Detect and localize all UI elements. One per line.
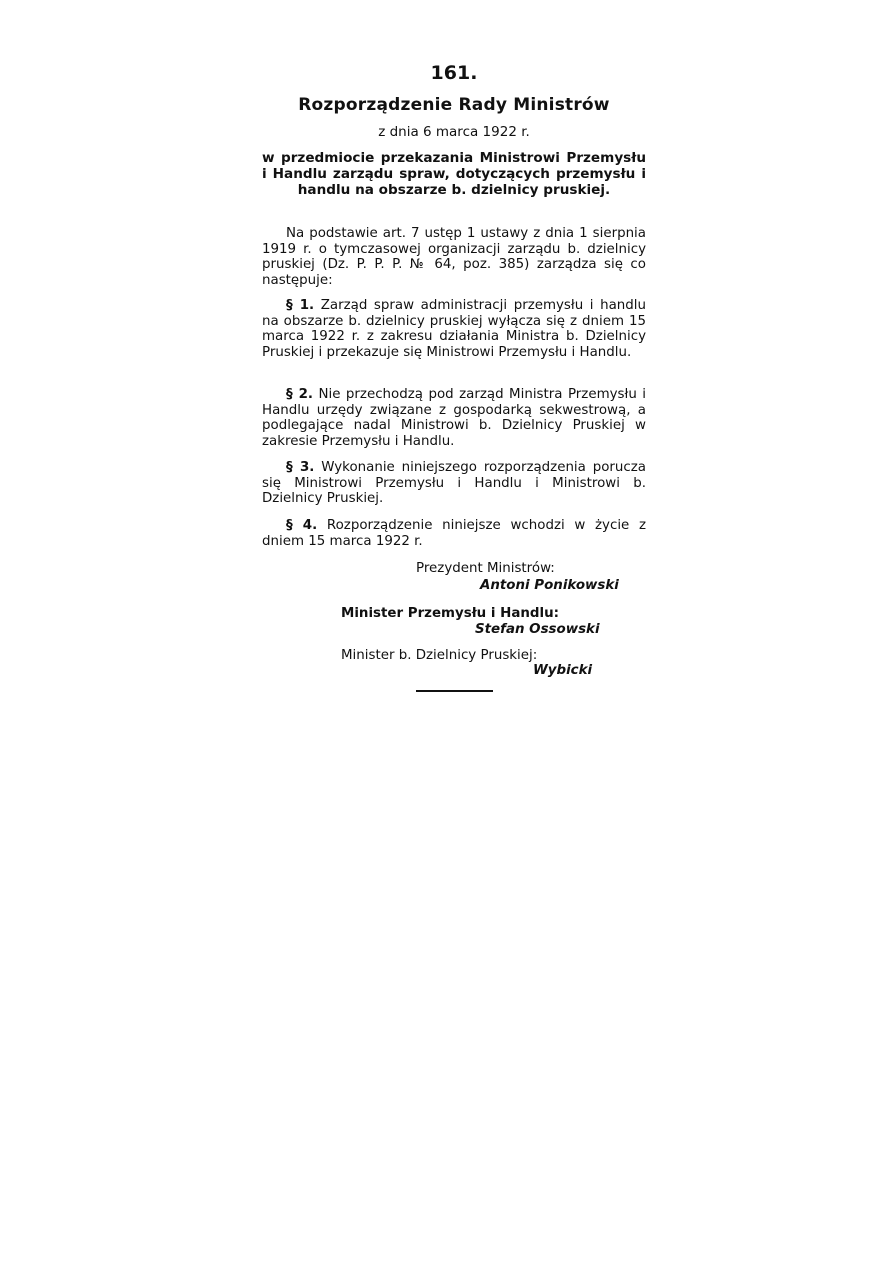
signature-role: Prezydent Ministrów: bbox=[416, 561, 555, 576]
signature-name bbox=[475, 622, 600, 637]
act-number: 161. bbox=[430, 62, 478, 84]
section-text: Nie przechodzą pod zarząd Ministra Przemysłu i Handlu urzędy związane z gospodarką sekwestrową, a podlegające nadal Ministrowi b. Dzielnicy Pruskiej w zakresie Przemysłu i Handlu. bbox=[262, 387, 646, 449]
section-label: § 2. bbox=[286, 387, 313, 402]
section-label: § 1. bbox=[286, 298, 315, 313]
signature-role: Minister b. Dzielnicy Pruskiej: bbox=[341, 648, 538, 663]
signature-name-text: Wybicki bbox=[533, 663, 593, 678]
document-subject: w przedmiocie przekazania Ministrowi Przemysłu i Handlu zarządu spraw, dotyczących przemysłu i handlu na obszarze b. dzielnicy pruskiej. bbox=[262, 150, 646, 198]
signature-role: Minister Przemysłu i Handlu: bbox=[341, 606, 559, 621]
section-label: § 3. bbox=[286, 460, 315, 475]
section-4 bbox=[262, 518, 646, 549]
signature-name-text: Stefan Ossowski bbox=[475, 622, 600, 637]
signature-name-text: Antoni Ponikowski bbox=[480, 578, 619, 593]
section-text: Rozporządzenie niniejsze wchodzi w życie z dniem 15 marca 1922 r. bbox=[262, 518, 646, 549]
section-text: Zarząd spraw administracji przemysłu i handlu na obszarze b. dzielnicy pruskiej wyłącza się z dniem 15 marca 1922 r. z zakresu działania Ministra b. Dzielnicy Pruskiej i przekazuje się Ministrowi Przemysłu i Handlu. bbox=[262, 298, 647, 360]
document-date: z dnia 6 marca 1922 r. bbox=[378, 124, 530, 140]
document-title: Rozporządzenie Rady Ministrów bbox=[298, 95, 610, 115]
section-3 bbox=[262, 460, 646, 507]
closing-rule bbox=[416, 690, 493, 692]
signature-name bbox=[533, 663, 592, 678]
signature-name bbox=[480, 578, 619, 593]
preamble-text: Na podstawie art. 7 ustęp 1 ustawy z dnia 1 sierpnia 1919 r. o tymczasowej organizacji zarządu b. dzielnicy pruskiej (Dz. P. P. P. № 64, poz. 385) zarządza się co następuje: bbox=[262, 226, 646, 288]
section-label: § 4. bbox=[286, 518, 318, 533]
preamble bbox=[262, 226, 646, 288]
section-text: Wykonanie niniejszego rozporządzenia porucza się Ministrowi Przemysłu i Handlu i Ministrowi b. Dzielnicy Pruskiej. bbox=[262, 460, 647, 507]
section-1 bbox=[262, 298, 646, 360]
section-2 bbox=[262, 387, 646, 449]
